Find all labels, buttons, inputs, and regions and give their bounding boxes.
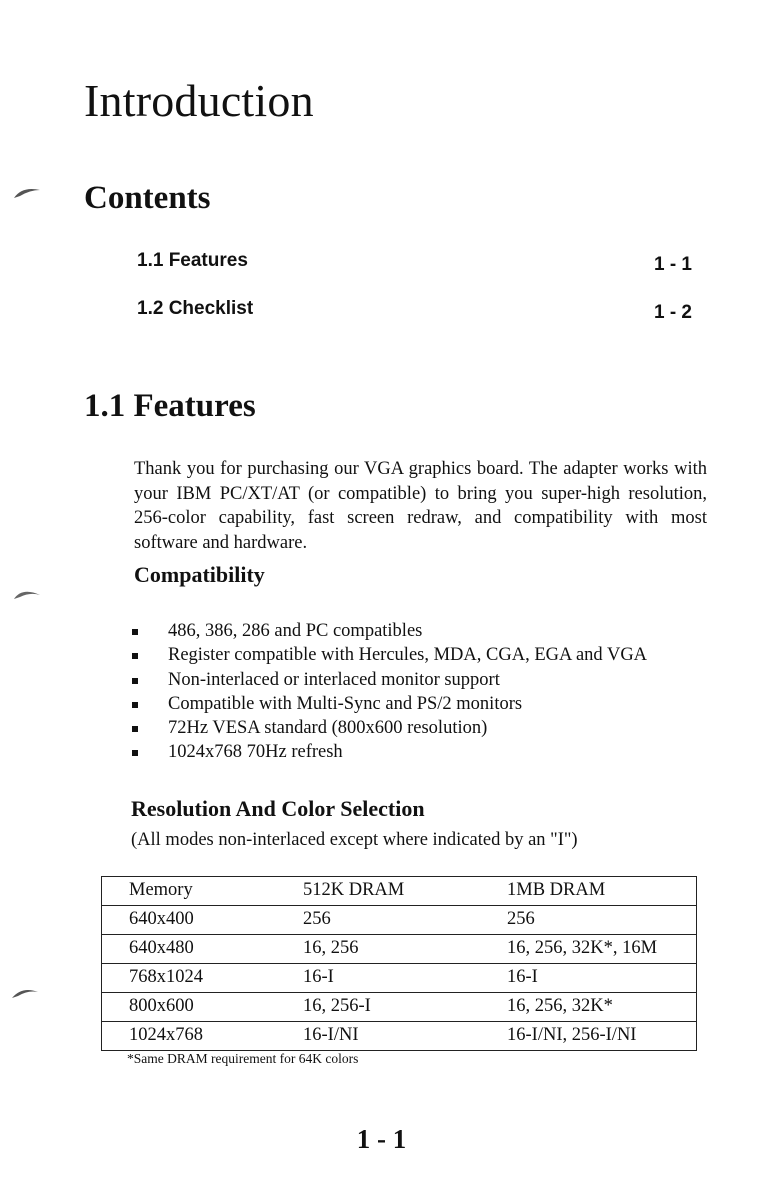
table-cell: 800x600 <box>129 996 194 1016</box>
table-cell: 16-I/NI, 256-I/NI <box>507 1025 637 1045</box>
table-footnote: *Same DRAM requirement for 64K colors <box>127 1051 359 1066</box>
toc-entry-title: 1.1 Features <box>137 250 248 271</box>
list-item-text: 1024x768 70Hz refresh <box>168 742 343 763</box>
list-item-text: 486, 386, 286 and PC compatibles <box>168 621 423 641</box>
list-item <box>130 619 647 643</box>
table-cell: 256 <box>507 909 535 929</box>
toc-entry-title: 1.2 Checklist <box>137 298 254 319</box>
table-header-row <box>102 877 696 906</box>
bullet-icon <box>132 629 138 635</box>
list-item <box>130 643 647 667</box>
list-item-text: Register compatible with Hercules, MDA, CGA, EGA and VGA <box>168 645 648 666</box>
table-cell: 16, 256, 32K* <box>507 996 613 1016</box>
table-cell: 640x400 <box>129 909 194 929</box>
table-row <box>102 935 696 964</box>
table-header-cell: 512K DRAM <box>303 880 405 900</box>
table-cell: 16, 256, 32K*, 16M <box>507 938 658 958</box>
resolution-table <box>101 876 697 1051</box>
toc-entry-page: 1 - 2 <box>653 302 692 323</box>
list-item <box>130 716 647 740</box>
bullet-icon <box>132 702 138 708</box>
list-item <box>130 668 647 692</box>
list-item <box>130 740 647 764</box>
table-header-cell: Memory <box>129 880 193 900</box>
features-intro-paragraph: Thank you for purchasing our VGA graphics board. The adapter works with your IBM PC/XT/AT (or compatible) to bring you super-high resolution, 256-color capability, fast screen redraw, and compatibility with most software and hardware. <box>134 459 707 553</box>
toc-entry <box>137 250 692 274</box>
list-item <box>130 692 647 716</box>
table-cell: 16-I <box>303 967 334 987</box>
table-cell: 16, 256-I <box>303 996 371 1016</box>
resolution-note: (All modes non-interlaced except where indicated by an "I") <box>131 830 578 850</box>
features-heading: 1.1 Features <box>84 388 256 424</box>
bullet-icon <box>132 726 138 732</box>
bullet-icon <box>132 750 138 756</box>
table-cell: 768x1024 <box>129 967 203 987</box>
margin-mark-1 <box>12 184 42 200</box>
toc-entry-page: 1 - 1 <box>653 254 692 275</box>
compatibility-list <box>130 619 647 765</box>
bullet-icon <box>132 678 138 684</box>
page-title: Introduction <box>84 75 314 126</box>
table-cell: 16-I <box>507 967 538 987</box>
list-item-text: Non-interlaced or interlaced monitor support <box>168 669 500 690</box>
table-cell: 16-I/NI <box>303 1025 359 1045</box>
list-item-text: 72Hz VESA standard (800x600 resolution) <box>168 718 488 739</box>
table-row <box>102 993 696 1022</box>
table-cell: 640x480 <box>129 938 194 958</box>
table-cell: 1024x768 <box>129 1025 203 1045</box>
table-cell: 256 <box>303 909 331 929</box>
list-item-text: Compatible with Multi-Sync and PS/2 monitors <box>168 693 523 714</box>
margin-mark-2 <box>12 585 42 601</box>
table-row <box>102 1022 696 1050</box>
table-cell: 16, 256 <box>303 938 359 958</box>
table-header-cell: 1MB DRAM <box>507 880 606 900</box>
bullet-icon <box>132 653 138 659</box>
resolution-heading: Resolution And Color Selection <box>131 796 425 821</box>
toc-entry <box>137 298 692 322</box>
compatibility-heading: Compatibility <box>134 562 265 587</box>
table-row <box>102 906 696 935</box>
page-number: 1 - 1 <box>356 1124 407 1154</box>
margin-mark-3 <box>10 984 40 1000</box>
table-row <box>102 964 696 993</box>
contents-heading: Contents <box>84 180 211 216</box>
